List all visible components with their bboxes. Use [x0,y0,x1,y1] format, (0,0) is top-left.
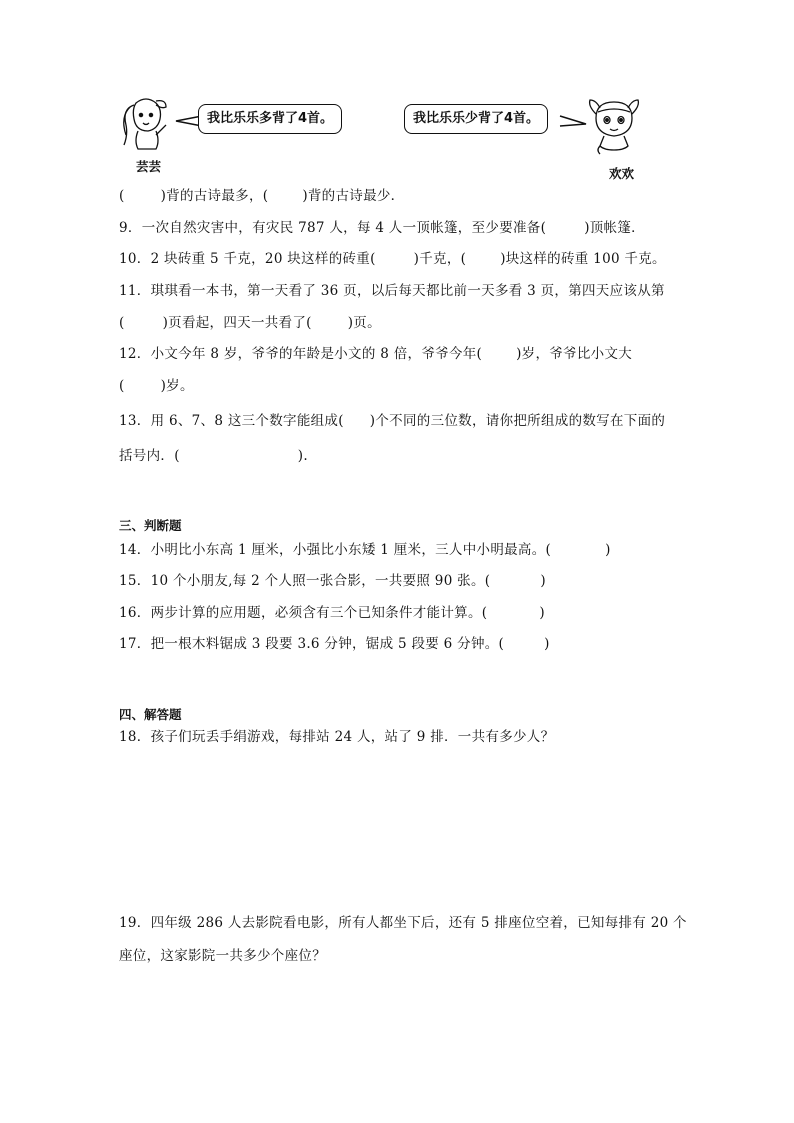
question-16: 16．两步计算的应用题，必须含有三个已知条件才能计算。( ) [119,605,545,621]
question-8-answer-line: ( )背的古诗最多，( )背的古诗最少． [119,188,405,204]
girl-yunyun-illustration [116,95,176,157]
question-17: 17．把一根木料锯成 3 段要 3.6 分钟，锯成 5 段要 6 分钟。( ) [119,636,550,652]
left-character-name: 芸芸 [136,159,162,174]
section-3-title: 三、判断题 [119,518,182,533]
question-15: 15．10 个小朋友,每 2 个人照一张合影，一共要照 90 张。( ) [119,573,546,589]
question-13-line-1: 13．用 6、7、8 这三个数字能组成( )个不同的三位数，请你把所组成的数写在下面的 [119,413,666,429]
girl-huanhuan-illustration [582,96,646,162]
question-11-line-1: 11．琪琪看一本书，第一天看了 36 页，以后每天都比前一天多看 3 页，第四天应该从第 [119,283,665,299]
right-character-name: 欢欢 [609,166,635,181]
question-11-line-2: ( )页看起，四天一共看了( )页。 [119,315,381,331]
question-12-line-2: ( )岁。 [119,378,194,394]
question-10: 10．2 块砖重 5 千克，20 块这样的砖重( )千克，( )块这样的砖重 100 千克。 [119,251,666,267]
question-14: 14．小明比小东高 1 厘米，小强比小东矮 1 厘米，三人中小明最高。( ) [119,542,611,558]
right-speech-bubble: 我比乐乐少背了4首。 [404,104,548,134]
question-19-line-1: 19．四年级 286 人去影院看电影，所有人都坐下后，还有 5 排座位空着，已知每排有 20 个 [119,915,687,931]
question-19-line-2: 座位，这家影院一共多少个座位？ [119,948,326,964]
question-13-line-2: 括号内．( ). [119,448,308,464]
question-9: 9．一次自然灾害中，有灾民 787 人，每 4 人一顶帐篷，至少要准备( )顶帐篷． [119,220,645,236]
left-speech-bubble: 我比乐乐多背了4首。 [198,104,342,134]
section-4-title: 四、解答题 [119,707,182,722]
question-18: 18．孩子们玩丢手绢游戏，每排站 24 人，站了 9 排．一共有多少人？ [119,729,555,745]
question-12-line-1: 12．小文今年 8 岁，爷爷的年龄是小文的 8 倍，爷爷今年( )岁，爷爷比小文大 [119,346,633,362]
